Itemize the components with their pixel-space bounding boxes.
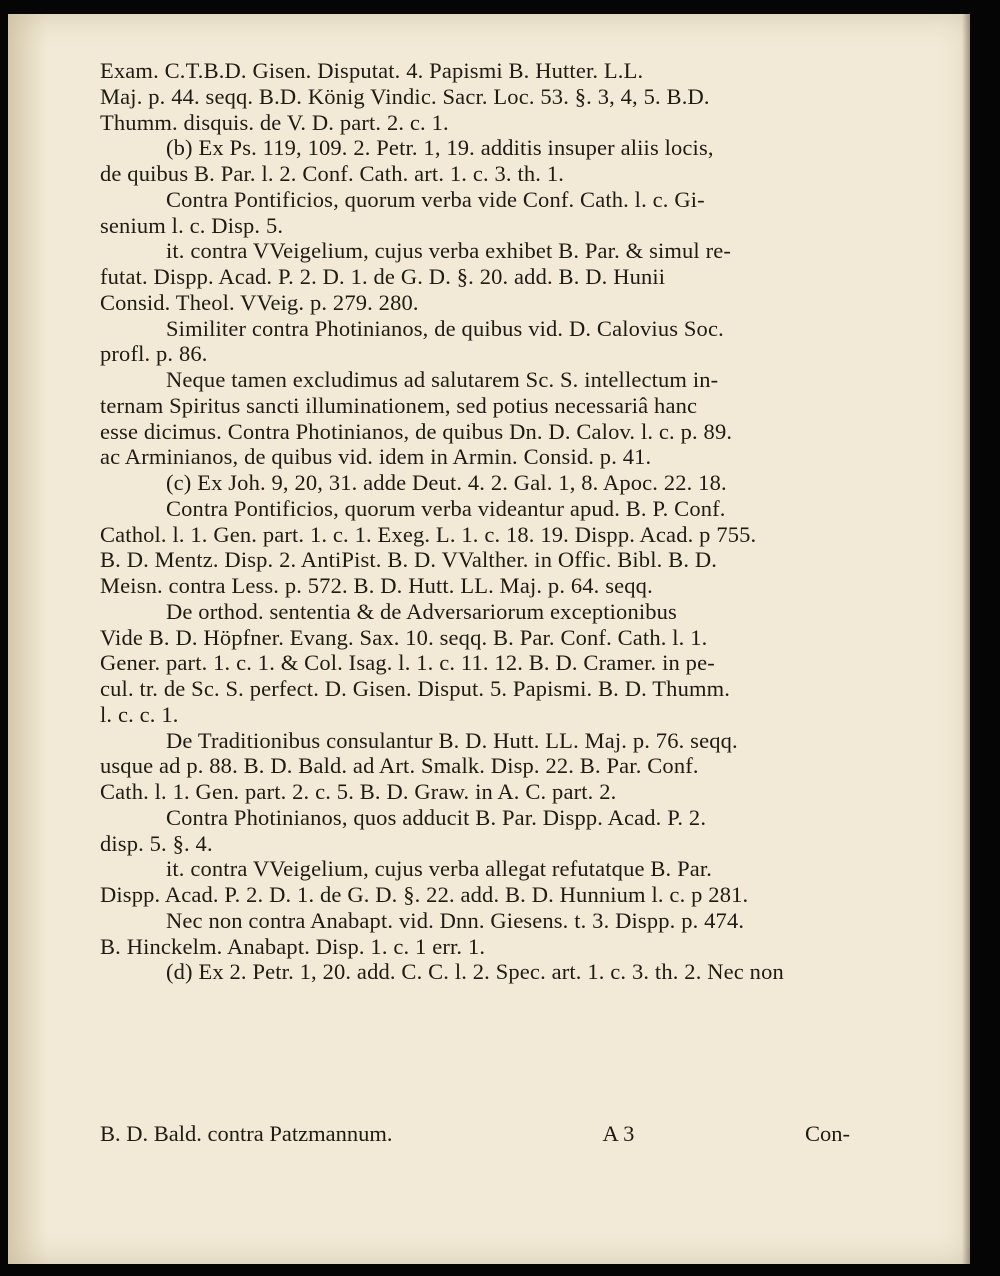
text-line: Cathol. l. 1. Gen. part. 1. c. 1. Exeg. L. 1. c. 18. 19. Dispp. Acad. p 755. <box>100 521 757 547</box>
text-line: Neque tamen excludimus ad salutarem Sc. S. intellectum in- <box>166 367 719 392</box>
text-line: Maj. p. 44. seqq. B.D. König Vindic. Sacr. Loc. 53. §. 3, 4, 5. B.D. <box>100 83 710 109</box>
body-text <box>100 58 850 985</box>
text-line: senium l. c. Disp. 5. <box>100 212 284 238</box>
text-line: Contra Pontificios, quorum verba videantur apud. B. P. Conf. <box>166 495 726 521</box>
text-line: (d) Ex 2. Petr. 1, 20. add. C. C. l. 2. Spec. art. 1. c. 3. th. 2. Nec non <box>166 959 784 985</box>
text-line: Dispp. Acad. P. 2. D. 1. de G. D. §. 22. add. B. D. Hunnium l. c. p 281. <box>100 882 749 907</box>
text-line: disp. 5. §. 4. <box>100 830 213 856</box>
text-line: B. Hinckelm. Anabapt. Disp. 1. c. 1 err. 1. <box>100 933 486 959</box>
text-line: Exam. C.T.B.D. Gisen. Disputat. 4. Papismi B. Hutter. L.L. <box>100 58 644 83</box>
text-line: Similiter contra Photinianos, de quibus vid. D. Calovius Soc. <box>166 315 724 341</box>
text-line: Nec non contra Anabapt. vid. Dnn. Giesens. t. 3. Dispp. p. 474. <box>166 907 745 933</box>
text-line: Consid. Theol. VVeig. p. 279. 280. <box>100 289 419 315</box>
text-line: B. D. Mentz. Disp. 2. AntiPist. B. D. VValther. in Offic. Bibl. B. D. <box>100 547 718 573</box>
text-line: de quibus B. Par. l. 2. Conf. Cath. art. 1. c. 3. th. 1. <box>100 161 564 186</box>
text-line: it. contra VVeigelium, cujus verba exhibet B. Par. & simul re- <box>166 238 732 264</box>
last-line <box>100 1121 850 1147</box>
text-line: (c) Ex Joh. 9, 20, 31. adde Deut. 4. 2. Gal. 1, 8. Apoc. 22. 18. <box>166 470 727 495</box>
text-line: Gener. part. 1. c. 1. & Col. Isag. l. 1. c. 11. 12. B. D. Cramer. in pe- <box>100 650 715 676</box>
text-line: esse dicimus. Contra Photinianos, de quibus Dn. D. Calov. l. c. p. 89. <box>100 418 733 444</box>
page-edge-shadow <box>962 14 970 1264</box>
text-line: Thumm. disquis. de V. D. part. 2. c. 1. <box>100 109 449 135</box>
catchword: Con- <box>805 1121 850 1146</box>
text-line: usque ad p. 88. B. D. Bald. ad Art. Smalk. Disp. 22. B. Par. Conf. <box>100 753 699 779</box>
text-line: Contra Pontificios, quorum verba vide Conf. Cath. l. c. Gi- <box>166 186 705 212</box>
text-line: Vide B. D. Höpfner. Evang. Sax. 10. seqq. B. Par. Conf. Cath. l. 1. <box>100 624 708 650</box>
text-line: profl. p. 86. <box>100 341 208 367</box>
text-line: De Traditionibus consulantur B. D. Hutt. LL. Maj. p. 76. seqq. <box>166 727 738 753</box>
book-page <box>8 14 970 1264</box>
last-line-text: B. D. Bald. contra Patzmannum. <box>100 1121 393 1146</box>
text-line: futat. Dispp. Acad. P. 2. D. 1. de G. D. §. 20. add. B. D. Hunii <box>100 264 666 289</box>
text-line: ternam Spiritus sancti illuminationem, sed potius necessariâ hanc <box>100 392 698 418</box>
signature-mark: A 3 <box>602 1121 635 1146</box>
text-line: ac Arminianos, de quibus vid. idem in Armin. Consid. p. 41. <box>100 444 652 470</box>
text-line: (b) Ex Ps. 119, 109. 2. Petr. 1, 19. additis insuper aliis locis, <box>166 135 714 161</box>
text-line: it. contra VVeigelium, cujus verba allegat refutatque B. Par. <box>166 856 713 882</box>
text-line: Meisn. contra Less. p. 572. B. D. Hutt. LL. Maj. p. 64. seqq. <box>100 573 653 598</box>
text-line: De orthod. sententia & de Adversariorum exceptionibus <box>166 598 677 624</box>
text-line: l. c. c. 1. <box>100 701 179 727</box>
text-line: Contra Photinianos, quos adducit B. Par. Dispp. Acad. P. 2. <box>166 804 707 830</box>
text-line: Cath. l. 1. Gen. part. 2. c. 5. B. D. Graw. in A. C. part. 2. <box>100 779 617 804</box>
text-line: cul. tr. de Sc. S. perfect. D. Gisen. Disput. 5. Papismi. B. D. Thumm. <box>100 676 731 701</box>
